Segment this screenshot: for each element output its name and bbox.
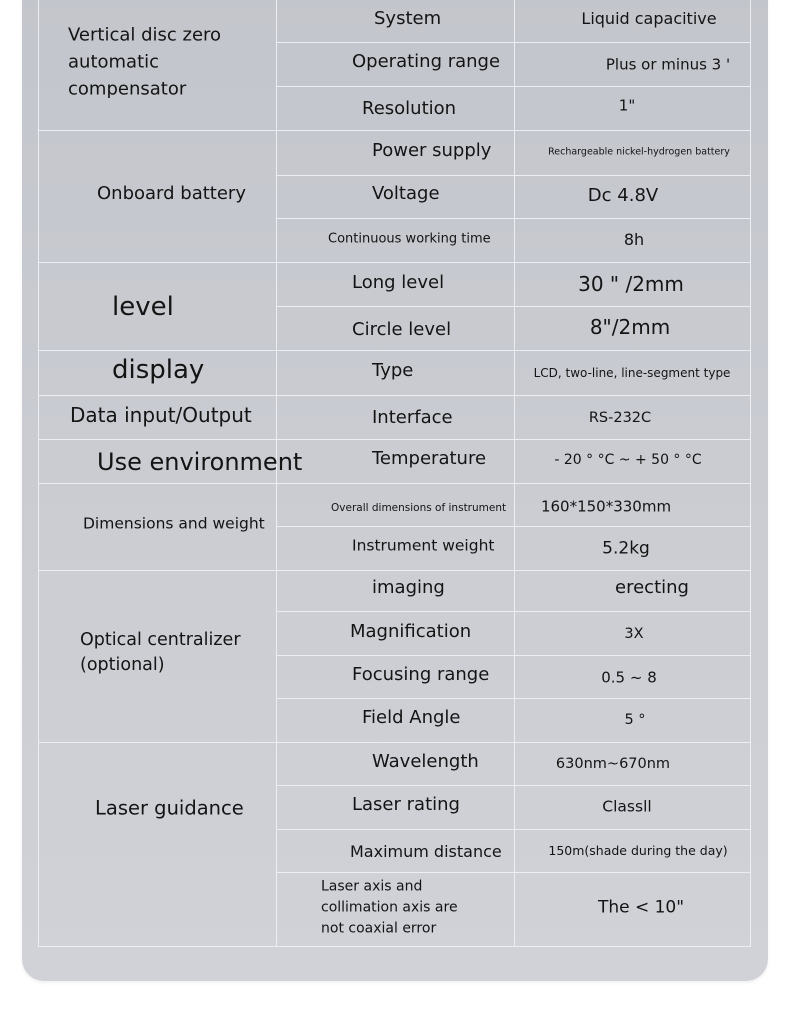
group-label-laser: Laser guidance (95, 796, 244, 820)
row-divider (276, 526, 751, 527)
group-label-centralizer: Optical centralizer (optional) (80, 630, 241, 675)
value-magnification: 3X (624, 625, 644, 642)
value-interface: RS-232C (588, 409, 652, 426)
param-laser-rating: Laser rating (352, 794, 460, 815)
group-divider (38, 262, 751, 263)
value-operating-range: Plus or minus 3 ' (605, 55, 731, 74)
row-divider (276, 829, 751, 830)
group-divider (38, 483, 751, 484)
group-label-environment: Use environment (97, 448, 303, 476)
value-circle-level: 8"/2mm (589, 315, 671, 339)
table-border-bottom (38, 946, 751, 947)
param-maximum-distance: Maximum distance (350, 842, 502, 861)
row-divider (276, 698, 751, 699)
param-focusing-range: Focusing range (352, 664, 490, 685)
param-circle-level: Circle level (352, 319, 452, 340)
param-instrument-weight: Instrument weight (352, 536, 495, 555)
param-power-supply: Power supply (372, 140, 492, 161)
value-system: Liquid capacitive (581, 9, 717, 28)
group-divider (38, 395, 751, 396)
value-working-time: 8h (623, 230, 645, 249)
group-label-display: display (112, 355, 205, 385)
param-temperature: Temperature (372, 448, 487, 469)
param-continuous-working-time: Continuous working time (328, 231, 491, 247)
param-wavelength: Wavelength (372, 751, 479, 772)
row-divider (276, 785, 751, 786)
table-divider-value (514, 0, 515, 947)
param-voltage: Voltage (372, 183, 440, 204)
value-focusing-range: 0.5 ~ 8 (601, 668, 657, 687)
param-long-level: Long level (352, 272, 445, 293)
row-divider (276, 86, 751, 87)
value-temperature: - 20 ° °C ~ + 50 ° °C (554, 452, 702, 468)
param-interface: Interface (372, 407, 453, 428)
group-label-battery: Onboard battery (97, 183, 246, 204)
param-system: System (374, 8, 442, 29)
param-coaxial-error: Laser axis and collimation axis are not coaxial error (321, 878, 458, 937)
group-label-data-io: Data input/Output (70, 403, 252, 427)
value-imaging: erecting (615, 577, 689, 598)
param-overall-dimensions: Overall dimensions of instrument (331, 501, 507, 514)
value-maximum-distance: 150m(shade during the day) (548, 842, 728, 858)
row-divider (276, 306, 751, 307)
row-divider (276, 42, 751, 43)
group-divider (38, 570, 751, 571)
param-imaging: imaging (372, 577, 445, 598)
group-divider (38, 439, 751, 440)
param-type: Type (372, 360, 414, 381)
value-long-level: 30 " /2mm (578, 272, 684, 296)
value-resolution: 1" (618, 96, 636, 115)
group-label-level: level (112, 292, 174, 322)
group-label-dimensions: Dimensions and weight (83, 514, 265, 533)
value-field-angle: 5 ° (624, 711, 646, 728)
value-voltage: Dc 4.8V (587, 185, 659, 206)
value-overall-dimensions: 160*150*330mm (540, 497, 672, 516)
param-magnification: Magnification (350, 621, 472, 642)
value-coaxial-error: The < 10" (597, 897, 685, 918)
param-field-angle: Field Angle (362, 707, 461, 728)
table-border-right (750, 0, 751, 947)
group-divider (38, 350, 751, 351)
group-divider (38, 130, 751, 131)
value-type: LCD, two-line, line-segment type (533, 366, 731, 380)
value-laser-rating: Classll (602, 797, 652, 816)
row-divider (276, 175, 751, 176)
value-instrument-weight: 5.2kg (602, 538, 650, 559)
row-divider (276, 611, 751, 612)
row-divider (276, 655, 751, 656)
group-label-compensator: Vertical disc zero automatic compensator (68, 24, 222, 100)
value-power-supply: Rechargeable nickel-hydrogen battery (548, 146, 730, 158)
row-divider (276, 872, 751, 873)
group-divider (38, 742, 751, 743)
value-wavelength: 630nm~670nm (555, 755, 671, 772)
param-operating-range: Operating range (352, 51, 501, 72)
row-divider (276, 218, 751, 219)
param-resolution: Resolution (362, 98, 457, 119)
table-border-left (38, 0, 39, 947)
